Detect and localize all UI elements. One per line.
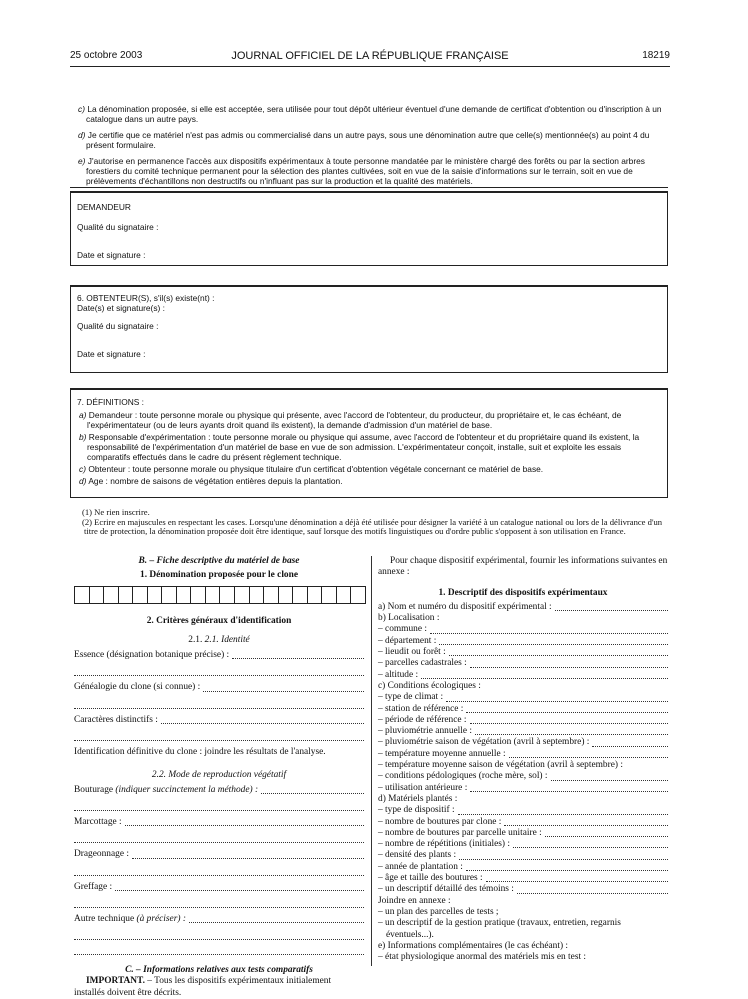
autre-technique-line[interactable] [74, 929, 364, 940]
caracteres-line[interactable] [74, 730, 364, 741]
denomination-char-box[interactable] [191, 587, 206, 603]
form-field-line[interactable]: a) Nom et numéro du dispositif expérimental : [378, 602, 668, 613]
marcottage-line[interactable] [74, 832, 364, 843]
declaration-item-e: e) J'autorise en permanence l'accès aux dispositifs expérimentaux à toute personne mandatée par le ministère chargé des forêts ou par la section arbres forestiers du comité technique permanent pour la sélection des plantes cultivées, soit en vue de la saisie d'informations sur le terrain, soit en vue de prélèvements d'échantillons non destructifs ou n'influant pas sur la production et la qualité des matériels. [78, 156, 645, 186]
list-item: d) Matériels plantés : [378, 793, 458, 804]
section-b-title: B. – Fiche descriptive du matériel de base [138, 556, 300, 566]
definition-item: b) Responsable d'expérimentation : toute personne morale ou physique qui assume, avec l'accord de l'obtenteur et du propriétaire quand ils existent, la responsabilité de l'expérimentation d'un matériel de base en vue de son admission. L'expérimentateur conçoit, installe, suit et exploite les essais comparatifs effectués dans le cadre du présent règlement technique. [79, 432, 640, 462]
form-field-line[interactable]: – nombre de boutures par parcelle unitaire : [378, 828, 668, 839]
definition-item: c) Obtenteur : toute personne morale ou physique titulaire d'un certificat d'obtention végétale concernant ce matériel de base. [79, 464, 544, 474]
list-item: – état physiologique anormal des matériels mis en test : [378, 952, 587, 963]
definitions-box [70, 388, 668, 498]
form-field-line[interactable]: – station de référence : [378, 704, 668, 715]
list-item: – un descriptif de la gestion pratique (travaux, entretien, regarnis éventuels...). [378, 918, 621, 940]
autre-technique-field[interactable]: Autre technique (à préciser) : [74, 914, 364, 925]
bouturage-field[interactable]: Bouturage (indiquer succinctement la méthode) : [74, 785, 364, 796]
header-page-number: 18219 [642, 50, 670, 61]
form-field-line[interactable]: – lieudit ou forêt : [378, 647, 668, 658]
essence-line[interactable] [74, 665, 364, 676]
declaration-item-d: d) Je certifie que ce matériel n'est pas admis ou commercialisé dans un autre pays, sous une dénomination autre que celle(s) mentionnée(s) au point 4 du présent formulaire. [78, 130, 650, 150]
denomination-char-box[interactable] [133, 587, 148, 603]
declaration-items [70, 98, 668, 188]
essence-field[interactable]: Essence (désignation botanique précise) : [74, 650, 364, 661]
obtenteur-date-signature-field[interactable]: Date et signature : [77, 349, 146, 359]
header-date: 25 octobre 2003 [70, 50, 143, 61]
denomination-char-box[interactable] [264, 587, 279, 603]
form-field-line[interactable]: – un descriptif détaillé des témoins : [378, 884, 668, 895]
form-field-line[interactable]: – année de plantation : [378, 862, 668, 873]
form-field-line[interactable]: – pluviométrie annuelle : [378, 726, 668, 737]
definition-item: a) Demandeur : toute personne morale ou physique qui présente, avec l'accord de l'obtenteur, du producteur, du propriétaire et, le cas échéant, de l'expérimentateur (ou de leurs ayants droit quand ils existent), la demande d'admission d'un matériel de base. [79, 410, 622, 430]
identity-heading: 2.1. 2.1. Identité [188, 634, 250, 645]
denomination-char-box[interactable] [220, 587, 235, 603]
obtenteur-dates-field[interactable]: Date(s) et signature(s) : [77, 303, 165, 313]
obtenteur-title: 6. OBTENTEUR(S), s'il(s) existe(nt) : [77, 293, 215, 303]
form-field-line[interactable]: – période de référence : [378, 715, 668, 726]
drageonnage-line[interactable] [74, 865, 364, 876]
form-field-line[interactable]: – département : [378, 636, 668, 647]
form-field-line[interactable]: – âge et taille des boutures : [378, 873, 668, 884]
denomination-char-box[interactable] [235, 587, 250, 603]
denomination-char-box[interactable] [162, 587, 177, 603]
form-field-line[interactable]: – type de climat : [378, 692, 668, 703]
header-rule [70, 66, 670, 67]
drageonnage-field[interactable]: Drageonnage : [74, 849, 364, 860]
definitions-title: 7. DÉFINITIONS : [77, 397, 145, 407]
form-field-line[interactable]: – parcelles cadastrales : [378, 658, 668, 669]
denomination-char-box[interactable] [177, 587, 192, 603]
list-item: – température moyenne saison de végétation (avril à septembre) : [378, 760, 623, 771]
denomination-char-box[interactable] [75, 587, 90, 603]
list-item: b) Localisation : [378, 613, 440, 624]
denomination-char-box[interactable] [90, 587, 105, 603]
important-note: IMPORTANT. – Tous les dispositifs expérimentaux initialement installés doivent être décrits. [74, 976, 332, 998]
right-column [378, 556, 668, 963]
form-field-line[interactable]: – conditions pédologiques (roche mère, sol) : [378, 771, 668, 782]
denomination-char-box[interactable] [337, 587, 352, 603]
footnotes [72, 508, 670, 537]
denomination-char-box[interactable] [250, 587, 265, 603]
denomination-char-box[interactable] [279, 587, 294, 603]
denomination-char-box[interactable] [148, 587, 163, 603]
demandeur-title: DEMANDEUR [77, 202, 131, 212]
definition-item: d) Age : nombre de saisons de végétation entières depuis la plantation. [79, 476, 343, 486]
footnote-2: (2) Ecrire en majuscules en respectant les cases. Lorsqu'une dénomination a déjà été utilisée pour désigner la variété à un catalogue national ou lors de la délivrance d'un titre de protection, la dénomination proposée doit être identique, sauf lorsque des motifs linguistiques ou d'ordre public s'opposent à son utilisation en France. [82, 516, 663, 536]
caracteres-field[interactable]: Caractères distinctifs : [74, 715, 364, 726]
denomination-char-box[interactable] [322, 587, 337, 603]
form-field-line[interactable]: – altitude : [378, 670, 668, 681]
form-field-line[interactable]: – nombre de boutures par clone : [378, 817, 668, 828]
form-field-line[interactable]: – nombre de répétitions (initiales) : [378, 839, 668, 850]
footnote-1: (1) Ne rien inscrire. [82, 507, 150, 517]
form-field-line[interactable]: – pluviométrie saison de végétation (avril à septembre) : [378, 737, 668, 748]
form-field-line[interactable]: – température moyenne annuelle : [378, 749, 668, 760]
column-divider [371, 556, 372, 966]
bouturage-line[interactable] [74, 800, 364, 811]
form-field-line[interactable]: – type de dispositif : [378, 805, 668, 816]
denomination-char-box[interactable] [206, 587, 221, 603]
page-header [70, 50, 670, 64]
denomination-char-box[interactable] [308, 587, 323, 603]
greffage-line[interactable] [74, 897, 364, 908]
list-item: e) Informations complémentaires (le cas échéant) : [378, 940, 569, 951]
autre-technique-line[interactable] [74, 944, 364, 955]
identification-text: Identification définitive du clone : joindre les résultats de l'analyse. [74, 747, 326, 758]
form-field-line[interactable]: – utilisation antérieure : [378, 783, 668, 794]
genealogie-field[interactable]: Généalogie du clone (si connue) : [74, 682, 364, 693]
form-field-line[interactable]: – commune : [378, 624, 668, 635]
form-field-line[interactable]: – densité des plants : [378, 850, 668, 861]
demandeur-qualite-field[interactable]: Qualité du signataire : [77, 222, 159, 232]
obtenteur-box [70, 285, 668, 373]
dispositifs-heading: 1. Descriptif des dispositifs expérimentaux [438, 587, 608, 598]
denomination-char-box[interactable] [104, 587, 119, 603]
list-item: c) Conditions écologiques : [378, 680, 481, 691]
right-intro: Pour chaque dispositif expérimental, fournir les informations suivantes en annexe : [378, 556, 668, 578]
section-c-title: C. – Informations relatives aux tests comparatifs [125, 965, 313, 976]
denomination-char-box[interactable] [293, 587, 308, 603]
criteria-heading: 2. Critères généraux d'identification [146, 615, 292, 626]
marcottage-field[interactable]: Marcottage : [74, 817, 364, 828]
obtenteur-qualite-field[interactable]: Qualité du signataire : [77, 321, 159, 331]
list-item: – un plan des parcelles de tests ; [378, 906, 499, 917]
demandeur-box [70, 191, 668, 266]
header-title: JOURNAL OFFICIEL DE LA RÉPUBLIQUE FRANÇAISE [231, 50, 509, 62]
reproduction-heading: 2.2. Mode de reproduction végétatif [151, 770, 287, 781]
denomination-char-box[interactable] [351, 587, 365, 603]
denomination-char-box[interactable] [119, 587, 134, 603]
left-column [74, 556, 364, 999]
dispositifs-list [378, 602, 668, 964]
list-item: Joindre en annexe : [378, 895, 451, 906]
greffage-field[interactable]: Greffage : [74, 882, 364, 893]
declaration-item-c: c) La dénomination proposée, si elle est acceptée, sera utilisée pour tout dépôt ultérieur éventuel d'une demande de certificat d'obtention ou d'inscription à un catalogue dans un autre pays. [78, 104, 662, 124]
genealogie-line[interactable] [74, 698, 364, 709]
denomination-heading: 1. Dénomination proposée pour le clone [140, 570, 298, 581]
denomination-boxes[interactable] [74, 586, 366, 604]
demandeur-date-signature-field[interactable]: Date et signature : [77, 250, 146, 260]
